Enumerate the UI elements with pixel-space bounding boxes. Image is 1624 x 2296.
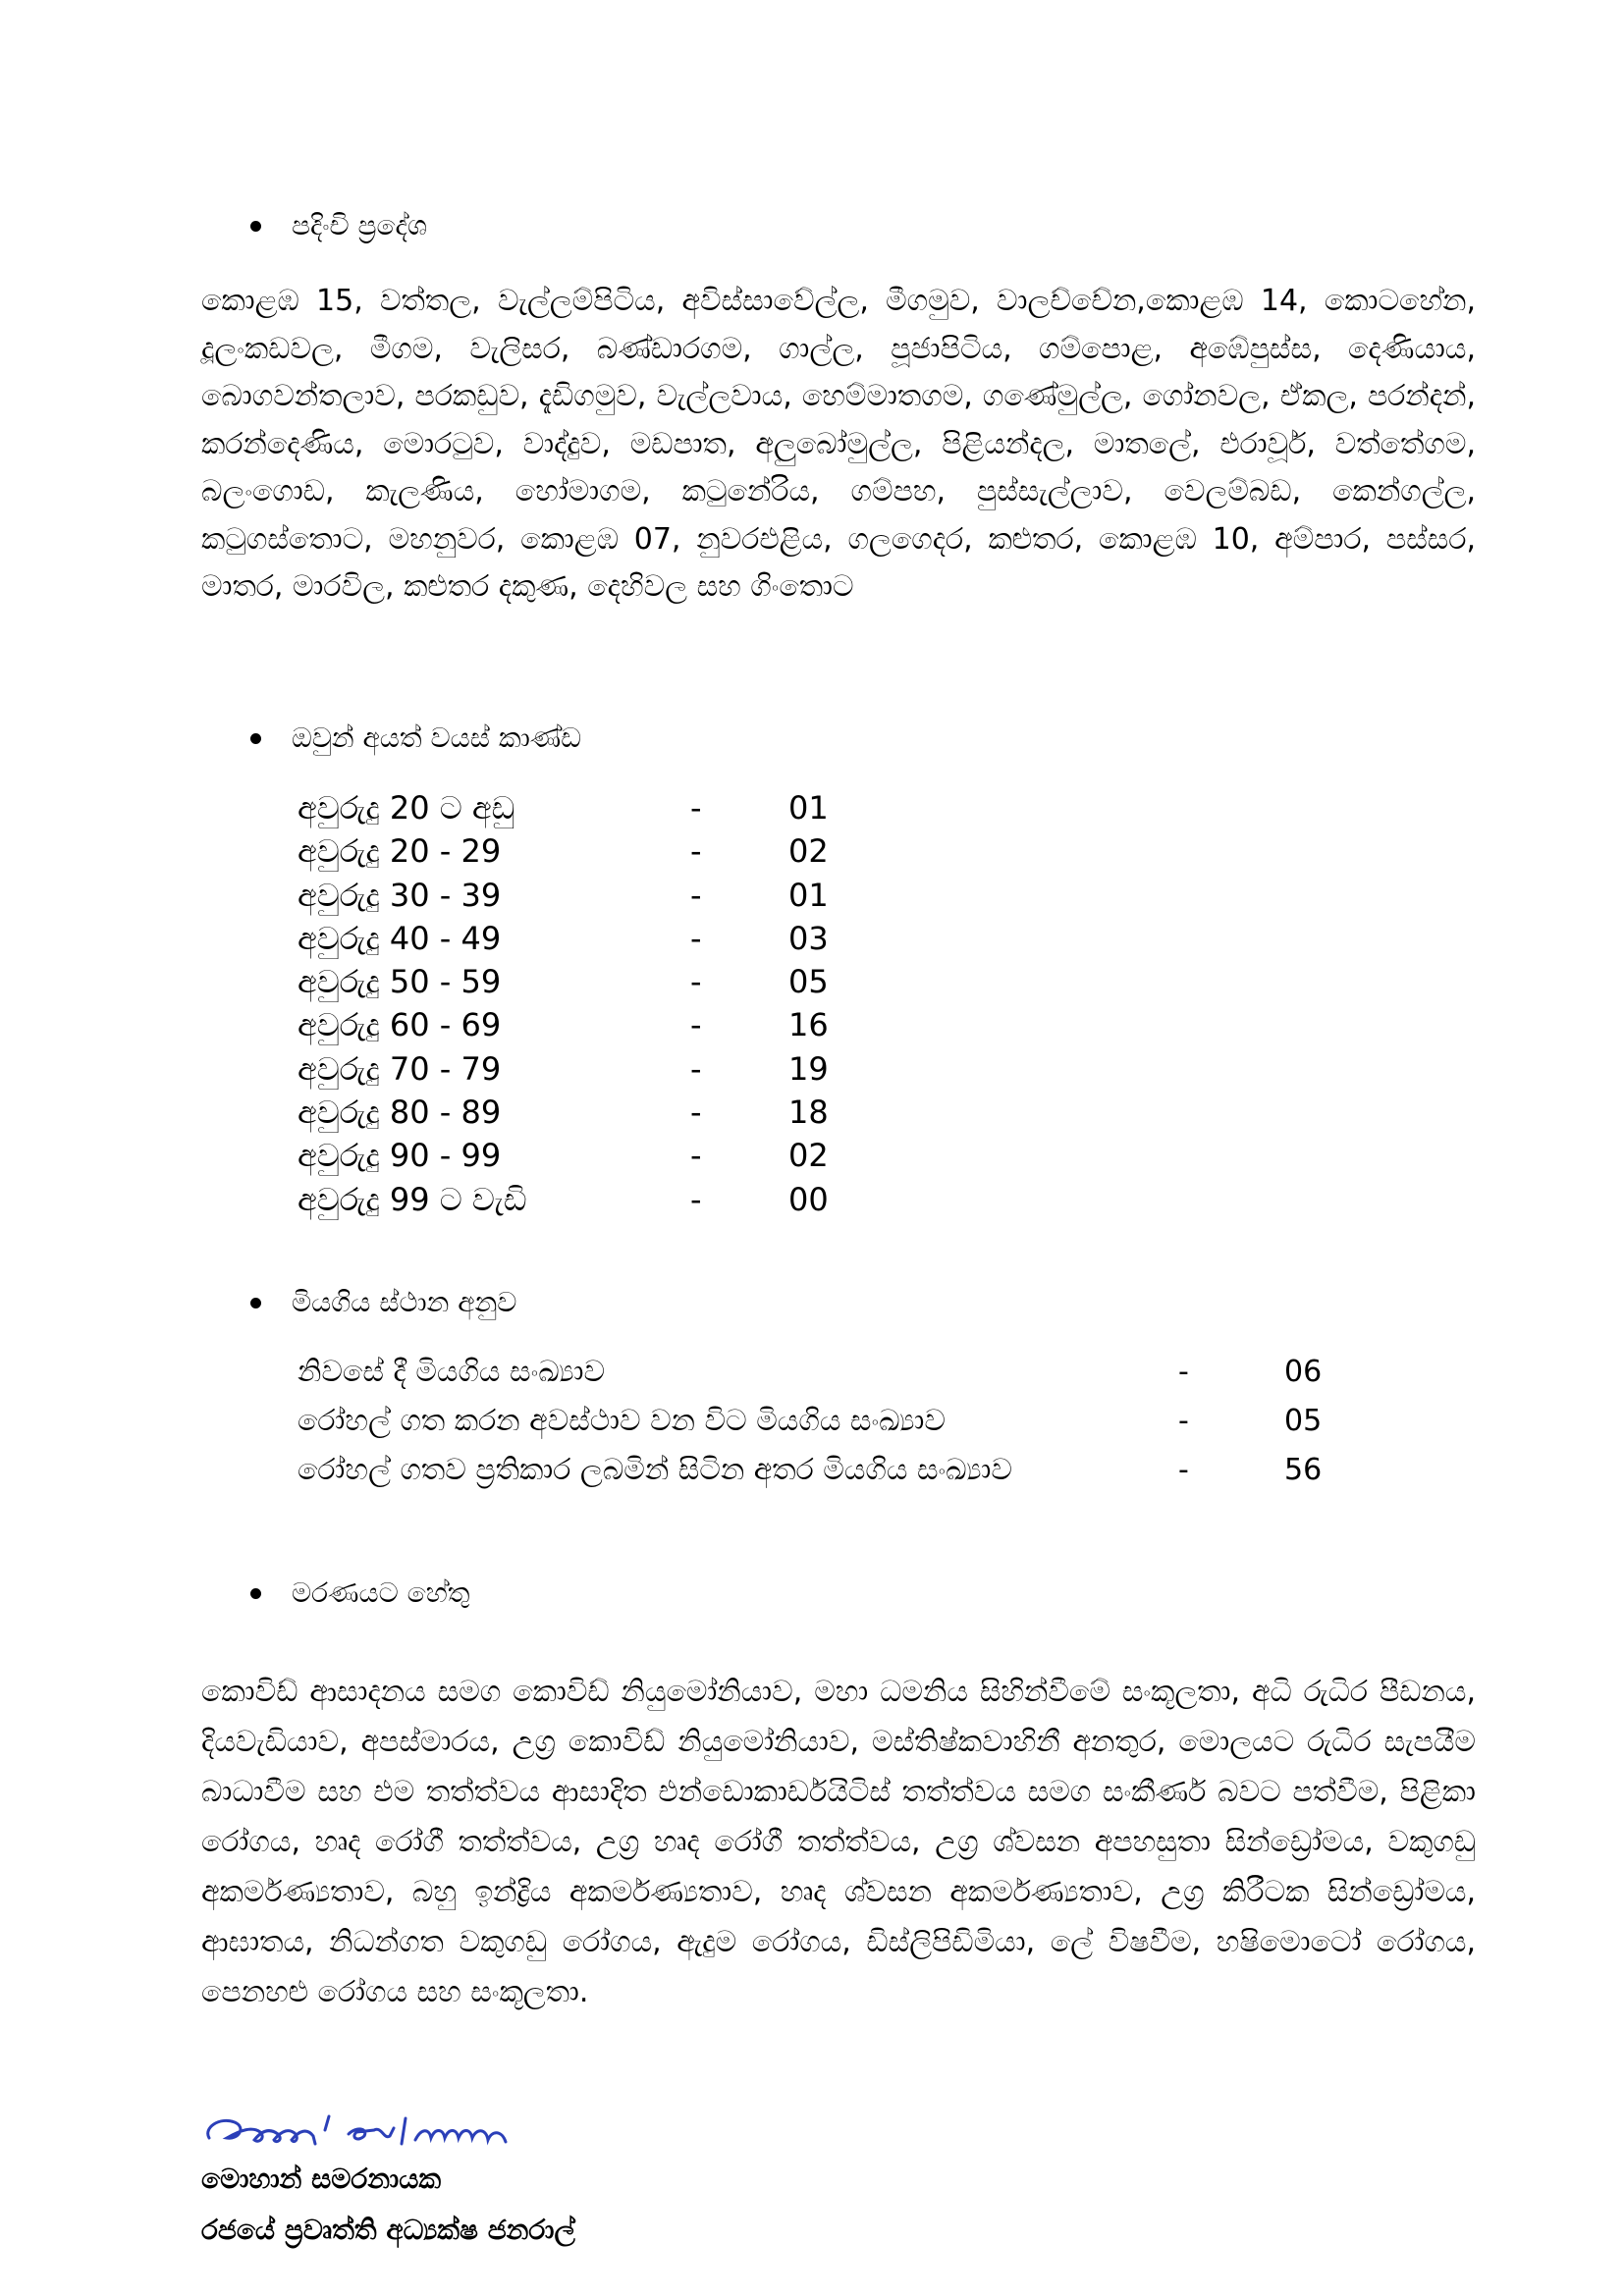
age-label: අවුරුදු 90 - 99 xyxy=(298,1137,502,1175)
place-count: 06 xyxy=(1284,1355,1323,1389)
place-count: 05 xyxy=(1284,1404,1323,1438)
age-label: අවුරුදු 20 - 29 xyxy=(298,832,502,871)
age-label: අවුරුදු 80 - 89 xyxy=(298,1094,502,1132)
place-count: 56 xyxy=(1284,1453,1323,1487)
dash: - xyxy=(1178,1355,1189,1389)
dash: - xyxy=(1178,1404,1189,1438)
age-count: 19 xyxy=(788,1049,829,1088)
age-label: අවුරුදු 50 - 59 xyxy=(298,963,502,1001)
dash: - xyxy=(690,963,702,1001)
dash: - xyxy=(690,832,702,871)
age-label: අවුරුදු 99 ට වැඩි xyxy=(298,1180,527,1218)
bullet-icon xyxy=(250,1298,261,1308)
age-count: 01 xyxy=(788,876,829,914)
place-heading-text: මියගිය ස්ථාන අනුව xyxy=(292,1286,517,1318)
causes-heading-text: මරණයට හේතු xyxy=(292,1576,470,1609)
dash: - xyxy=(690,1049,702,1088)
dash: - xyxy=(690,1006,702,1044)
age-heading-text: ඔවුන් අයත් වයස් කාණ්ඩ xyxy=(292,721,581,754)
age-count: 02 xyxy=(788,1137,829,1175)
dash: - xyxy=(690,1137,702,1175)
dash: - xyxy=(1178,1453,1189,1487)
age-label: අවුරුදු 20 ට අඩු xyxy=(298,789,515,827)
signature-image xyxy=(201,2101,574,2169)
place-label: රෝහල් ගත කරන අවස්ථාව වන විට මියගිය සංඛ්‍යාව xyxy=(298,1404,946,1438)
age-label: අවුරුදු 60 - 69 xyxy=(298,1006,502,1044)
age-label: අවුරුදු 40 - 49 xyxy=(298,919,502,957)
bullet-icon xyxy=(250,1588,261,1599)
areas-paragraph: කොළඹ 15, වත්තල, වැල්ලම්පිටිය, අවිස්සාවේල්ල, මීගමුව, වාලච්චේන,කොළඹ 14, කොටහේන, දූලංකඩවල, මීගම, වැලිසර, බණ්ඩාරගම, ගාල්ල, පූජාපිටිය, ගම්පොළ, අඹේපුස්ස, දෙණියාය, බොගවන්තලාව, පරකඩුව, දැඩිගමුව, වැල්ලවාය, හෙම්මාතගම, ගණේමුල්ල, ගෝනවල, ඒකල, පරන්දන්, කරන්දෙණිය, මොරටුව, වාද්දුව, මඩපාත, අලුබෝමුල්ල, පිළියන්දල, මාතලේ, එරාවූර්, වත්තේගම, බලංගොඩ, කැලණිය, හෝමාගම, කටුනේරිය, ගම්පහ, පුස්සැල්ලාව, වෙලම්බඩ, කෙන්ගල්ල, කටුගස්තොට, මහනුවර, කොළඹ 07, නුවරඑළිය, ගලගෙදර, කළුතර, කොළඹ 10, අම්පාර, පස්සර, මාතර, මාරවිල, කළුතර දකුණ, දෙහිවල සහ ගිංතොට xyxy=(201,284,1476,604)
place-label: රෝහල් ගතව ප්‍රතිකාර ලබමින් සිටින අතර මියගිය සංඛ්‍යාව xyxy=(298,1453,1012,1487)
age-label: අවුරුදු 30 - 39 xyxy=(298,876,502,914)
signatory-name: මොහාන් සමරනායක xyxy=(201,2163,442,2195)
age-label: අවුරුදු 70 - 79 xyxy=(298,1049,502,1088)
dash: - xyxy=(690,1094,702,1132)
bullet-icon xyxy=(250,221,261,232)
age-count: 02 xyxy=(788,832,829,871)
age-count: 16 xyxy=(788,1006,829,1044)
place-label: නිවසේ දී මියගිය සංඛ්‍යාව xyxy=(298,1355,606,1389)
age-count: 05 xyxy=(788,963,829,1001)
dash: - xyxy=(690,1180,702,1218)
signatory-title: රජයේ ප්‍රවෘත්ති අධ්‍යක්ෂ ජනරාල් xyxy=(201,2214,575,2246)
age-count: 00 xyxy=(788,1180,829,1218)
dash: - xyxy=(690,876,702,914)
age-count: 03 xyxy=(788,919,829,957)
dash: - xyxy=(690,789,702,827)
dash: - xyxy=(690,919,702,957)
areas-heading-text: පදිංචි ප්‍රදේශ xyxy=(292,209,428,241)
age-count: 01 xyxy=(788,789,829,827)
causes-paragraph: කොවිඩ් ආසාදනය සමග කොවිඩ් නියුමෝනියාව, මහා ධමනිය සිහින්වීමේ සංකූලතා, අධි රුධිර පීඩනය, දියවැඩියාව, අපස්මාරය, උග්‍ර කොවිඩ් නියුමෝනියාව, මස්තිෂ්කවාහිනී අනතුර, මොලයට රුධිර සැපයීම බාධාවීම සහ එම තත්ත්වය ආසාදිත එන්ඩොකාර්ඩයිටිස් තත්ත්වය සමග සංකීර්ණ බවට පත්වීම, පිළිකා රෝගය, හෘද රෝගී තත්ත්වය, උග්‍ර හෘද රෝගී තත්ත්වය, උග්‍ර ශ්වසන අපහසුතා සින්ඩ්‍රෝමය, වකුගඩු අකර්මණ්‍යතාව, බහු ඉන්ද්‍රිය අකර්මණ්‍යතාව, හෘද ශ්වසන අකර්මණ්‍යතාව, උග්‍ර කිරීටක සින්ඩ්‍රෝමය, ආඝාතය, නිධන්ගත වකුගඩු රෝගය, ඇදුම රෝගය, ඩිස්ලිපිඩිමියා, ලේ විෂවීම, හෂිමොටෝ රෝගය, පෙනහළු රෝගය සහ සංකූලතා. xyxy=(201,1675,1476,2009)
bullet-icon xyxy=(250,733,261,744)
age-count: 18 xyxy=(788,1094,829,1132)
